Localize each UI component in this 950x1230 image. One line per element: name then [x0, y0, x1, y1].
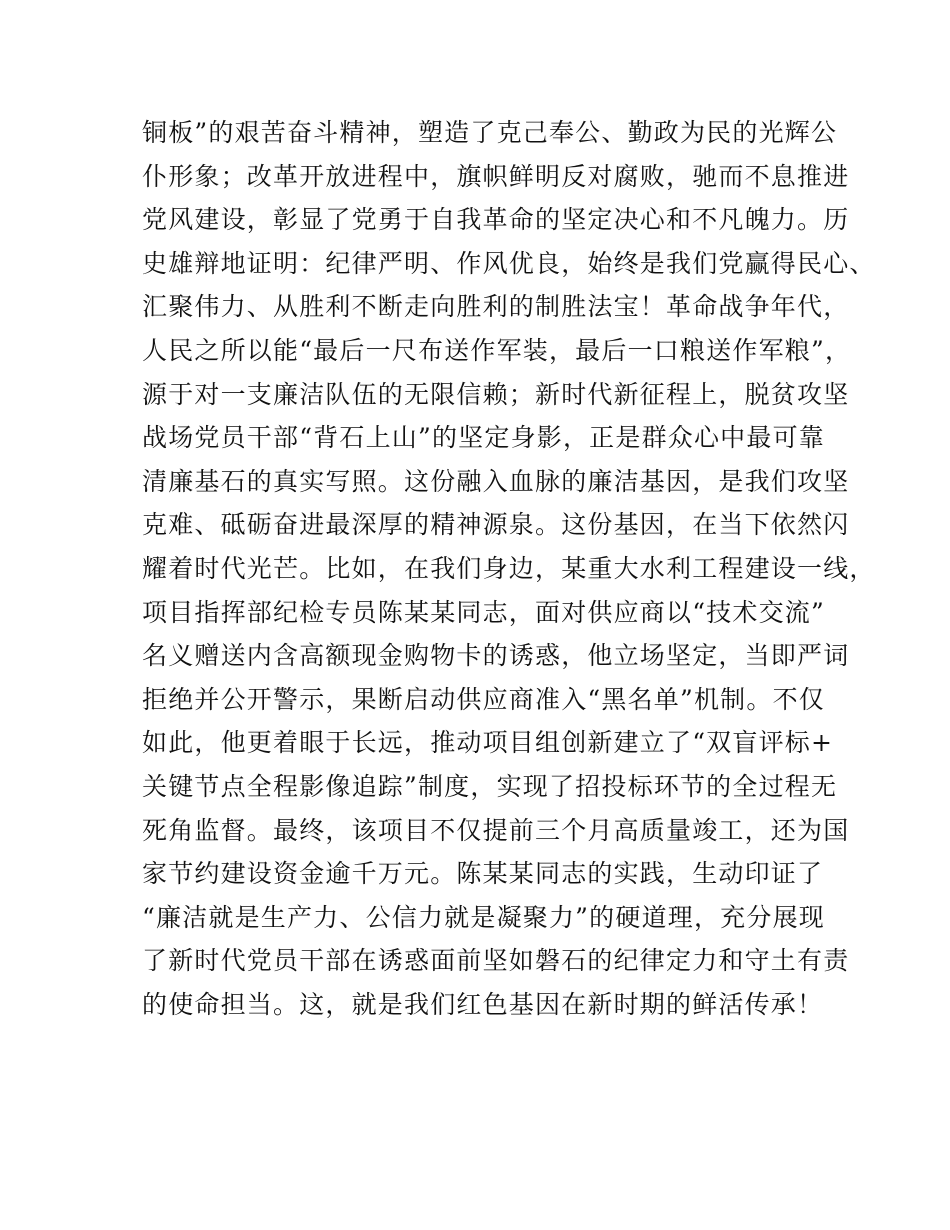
- text-line: 铜板”的艰苦奋斗精神，塑造了克己奉公、勤政为民的光辉公: [142, 118, 838, 147]
- text-line: 耀着时代光芒。比如，在我们身边，某重大水利工程建设一线，: [142, 553, 876, 583]
- text-line: 史雄辩地证明：纪律严明、作风优良，始终是我们党赢得民心、: [142, 248, 876, 278]
- text-line: 源于对一支廉洁队伍的无限信赖；新时代新征程上，脱贫攻坚: [142, 379, 850, 409]
- text-line: 的使命担当。这，就是我们红色基因在新时期的鲜活传承！: [142, 989, 824, 1019]
- text-line: 党风建设，彰显了党勇于自我革命的坚定决心和不凡魄力。历: [142, 205, 850, 235]
- text-line: 关键节点全程影像追踪”制度，实现了招投标环节的全过程无: [142, 771, 838, 801]
- text-line: 拒绝并公开警示，果断启动供应商准入“黑名单”机制。不仅: [142, 684, 825, 714]
- text-line: 仆形象；改革开放进程中，旗帜鲜明反对腐败，驰而不息推进: [142, 161, 850, 191]
- text-line: 战场党员干部“背石上山”的坚定身影，正是群众心中最可靠: [142, 423, 825, 453]
- text-line: 项目指挥部纪检专员陈某某同志，面对供应商以“技术交流”: [142, 597, 825, 627]
- text-line: 死角监督。最终，该项目不仅提前三个月高质量竣工，还为国: [142, 815, 850, 845]
- text-line: 清廉基石的真实写照。这份融入血脉的廉洁基因，是我们攻坚: [142, 466, 850, 496]
- body-paragraph: [142, 111, 876, 1026]
- text-line: 人民之所以能“最后一尺布送作军装，最后一口粮送作军粮”，: [142, 335, 852, 365]
- text-line: 如此，他更着眼于长远，推动项目组创新建立了“双盲评标+: [142, 728, 834, 758]
- text-line: 克难、砥砺奋进最深厚的精神源泉。这份基因，在当下依然闪: [142, 510, 850, 540]
- text-line: “廉洁就是生产力、公信力就是凝聚力”的硬道理，充分展现: [142, 902, 825, 932]
- text-line: 名义赠送内含高额现金购物卡的诱惑，他立场坚定，当即严词: [142, 641, 850, 671]
- text-line: 汇聚伟力、从胜利不断走向胜利的制胜法宝！革命战争年代，: [142, 292, 850, 322]
- text-line: 了新时代党员干部在诱惑面前坚如磐石的纪律定力和守土有责: [142, 946, 850, 976]
- text-line: 家节约建设资金逾千万元。陈某某同志的实践，生动印证了: [142, 859, 824, 889]
